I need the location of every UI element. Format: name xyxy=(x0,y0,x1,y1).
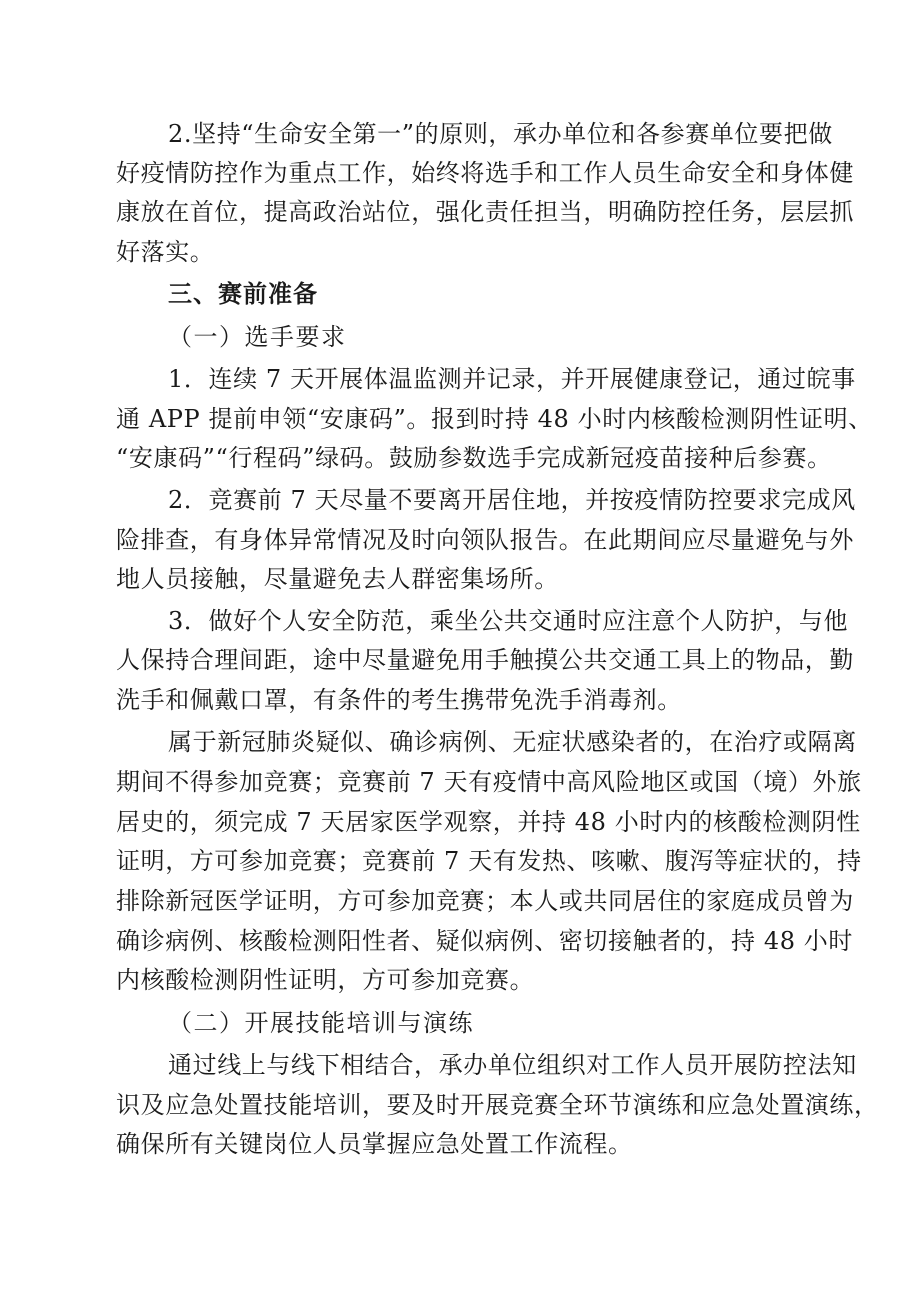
paragraph-line: 人保持合理间距，途中尽量避免用手触摸公共交通工具上的物品，勤 xyxy=(116,646,854,674)
paragraph-line: 1．连续 7 天开展体温监测并记录，并开展健康登记，通过皖事 xyxy=(168,365,856,393)
paragraph-line: 内核酸检测阴性证明，方可参加竞赛。 xyxy=(116,966,535,994)
paragraph-line: 排除新冠医学证明，方可参加竞赛；本人或共同居住的家庭成员曾为 xyxy=(116,887,854,915)
paragraph-line: 通 APP 提前申领“安康码”。报到时持 48 小时内核酸检测阴性证明、 xyxy=(116,405,873,433)
paragraph-line: 通过线上与线下相结合，承办单位组织对工作人员开展防控法知 xyxy=(168,1051,857,1079)
subsection-title: （一）选手要求 xyxy=(168,323,347,351)
subsection-title: （二）开展技能培训与演练 xyxy=(168,1009,474,1037)
section-heading: 三、赛前准备 xyxy=(168,280,318,308)
paragraph-line: 好落实。 xyxy=(116,238,215,266)
paragraph-line: 居史的，须完成 7 天居家医学观察，并持 48 小时内的核酸检测阴性 xyxy=(116,808,861,836)
paragraph-line: 洗手和佩戴口罩，有条件的考生携带免洗手消毒剂。 xyxy=(116,686,682,714)
paragraph-line: 3．做好个人安全防范，乘坐公共交通时应注意个人防护，与他 xyxy=(168,607,849,635)
paragraph-line: 险排查，有身体异常情况及时向领队报告。在此期间应尽量避免与外 xyxy=(116,526,854,554)
paragraph-line: 证明，方可参加竞赛；竞赛前 7 天有发热、咳嗽、腹泻等症状的，持 xyxy=(116,847,862,875)
paragraph-line: “安康码”“行程码”绿码。鼓励参数选手完成新冠疫苗接种后参赛。 xyxy=(116,444,832,472)
paragraph-line: 2．竞赛前 7 天尽量不要离开居住地，并按疫情防控要求完成风 xyxy=(168,486,856,514)
paragraph-line: 确保所有关键岗位人员掌握应急处置工作流程。 xyxy=(116,1130,633,1158)
paragraph-line: 属于新冠肺炎疑似、确诊病例、无症状感染者的，在治疗或隔离 xyxy=(168,728,857,756)
paragraph-line: 2.坚持“生命安全第一”的原则，承办单位和各参赛单位要把做 xyxy=(168,120,833,148)
paragraph-line: 期间不得参加竞赛；竞赛前 7 天有疫情中高风险地区或国（境）外旅 xyxy=(116,768,862,796)
paragraph-line: 识及应急处置技能培训，要及时开展竞赛全环节演练和应急处置演练， xyxy=(116,1091,879,1119)
paragraph-line: 康放在首位，提高政治站位，强化责任担当，明确防控任务，层层抓 xyxy=(116,198,854,226)
paragraph-line: 地人员接触，尽量避免去人群密集场所。 xyxy=(116,565,559,593)
paragraph-line: 好疫情防控作为重点工作，始终将选手和工作人员生命安全和身体健 xyxy=(116,159,854,187)
paragraph-line: 确诊病例、核酸检测阳性者、疑似病例、密切接触者的，持 48 小时 xyxy=(116,927,853,955)
